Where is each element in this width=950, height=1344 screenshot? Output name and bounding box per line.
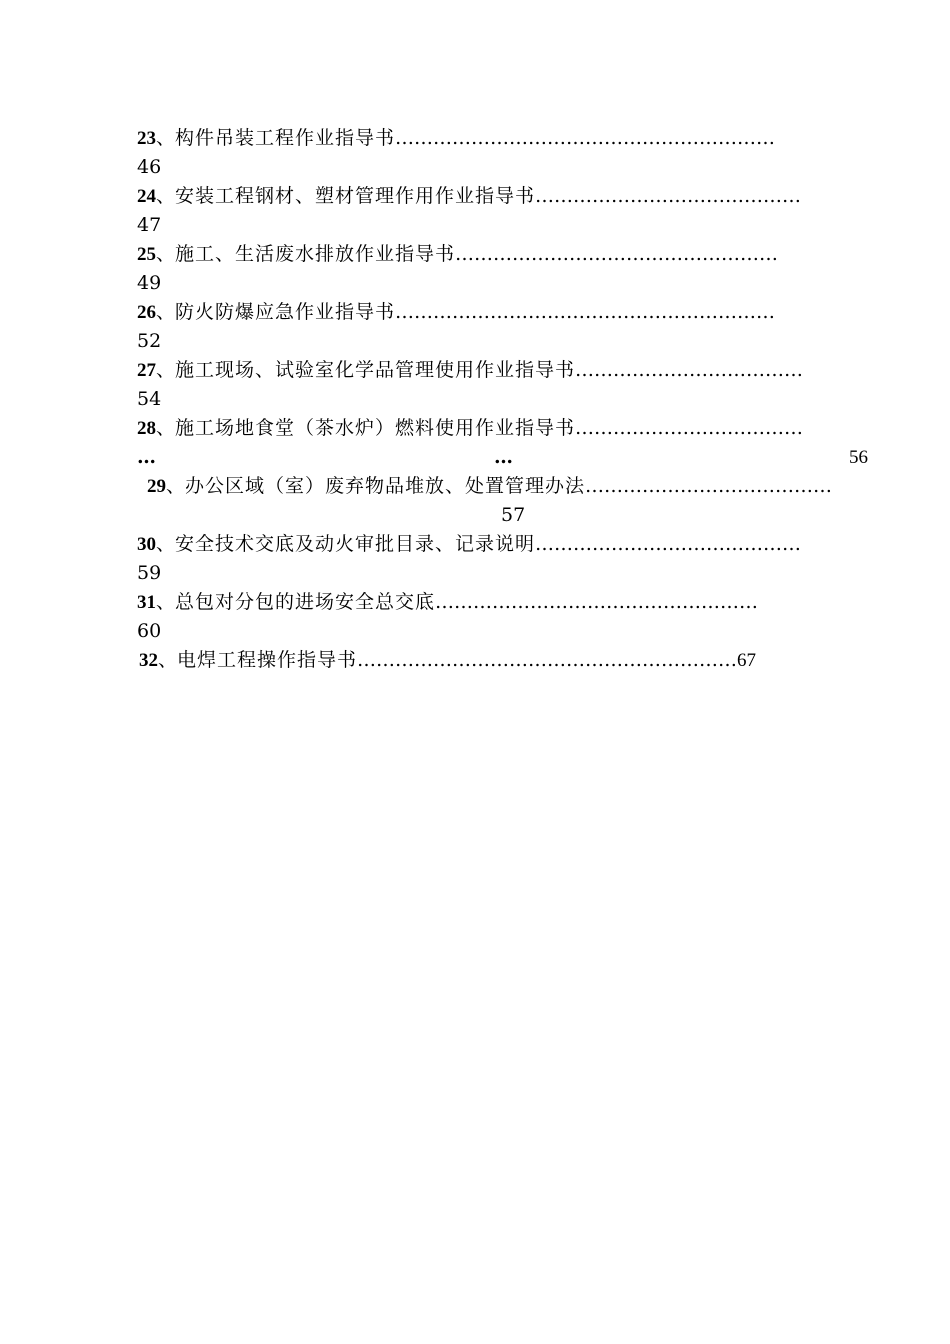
toc-entry-line — [137, 240, 868, 269]
toc-entry-line — [137, 124, 868, 153]
entry-title: 构件吊装工程作业指导书 — [175, 127, 396, 149]
leader-dots: …………………………………………………… — [357, 649, 738, 671]
entry-number: 32 — [139, 650, 158, 671]
entry-number: 25 — [137, 244, 156, 265]
entry-number: 23 — [137, 128, 156, 149]
entry-separator: 、 — [156, 301, 176, 323]
leader-dots: …………………………………………… — [455, 243, 779, 265]
entry-page: 46 — [137, 156, 162, 178]
entry-title: 施工现场、试验室化学品管理使用作业指导书 — [175, 359, 576, 381]
entry-separator: 、 — [156, 591, 176, 613]
entry-separator: 、 — [156, 243, 176, 265]
entry-title: 施工、生活废水排放作业指导书 — [175, 243, 456, 265]
entry-number: 31 — [137, 592, 156, 613]
entry-number: 26 — [137, 302, 156, 323]
toc-entry-26[interactable] — [137, 298, 868, 356]
entry-separator: 、 — [156, 185, 176, 207]
toc-entry-line — [137, 182, 868, 211]
entry-separator: 、 — [166, 475, 186, 497]
entry-page: 54 — [137, 388, 162, 410]
entry-page: 52 — [137, 330, 162, 352]
entry-page: 59 — [137, 562, 162, 584]
table-of-contents — [137, 124, 868, 675]
toc-entry-line-2 — [137, 443, 868, 472]
leader-dots: ………………………………… — [585, 475, 833, 497]
toc-entry-27[interactable] — [137, 356, 868, 414]
entry-page: 57 — [501, 504, 526, 526]
leader-dots: …………………………………………… — [435, 591, 759, 613]
toc-entry-24[interactable] — [137, 182, 868, 240]
entry-number: 29 — [147, 476, 166, 497]
toc-entry-line — [137, 588, 868, 617]
toc-entry-31[interactable] — [137, 588, 868, 646]
entry-number: 27 — [137, 360, 156, 381]
entry-title: 总包对分包的进场安全总交底 — [175, 591, 436, 613]
toc-entry-line — [137, 530, 868, 559]
leader-dots: …………………………………………………… — [395, 301, 776, 323]
entry-separator: 、 — [156, 127, 176, 149]
toc-entry-28[interactable] — [137, 414, 868, 472]
entry-page: 49 — [137, 272, 162, 294]
toc-entry-line — [139, 646, 868, 675]
leader-dots-continued: … — [137, 446, 156, 468]
entry-title: 安全技术交底及动火审批目录、记录说明 — [175, 533, 536, 555]
leader-dots: ……………………………… — [575, 359, 804, 381]
leader-dots: …………………………………… — [535, 533, 802, 555]
entry-title: 电焊工程操作指导书 — [177, 649, 358, 671]
toc-entry-29[interactable] — [137, 472, 868, 530]
entry-separator: 、 — [156, 359, 176, 381]
entry-number: 24 — [137, 186, 156, 207]
entry-title: 安装工程钢材、塑材管理作用作业指导书 — [175, 185, 536, 207]
toc-entry-line — [147, 472, 868, 501]
leader-dots: …………………………………………………… — [395, 127, 776, 149]
toc-entry-32[interactable] — [137, 646, 868, 675]
leader-dots: …………………………………… — [535, 185, 802, 207]
entry-page: 56 — [849, 447, 868, 468]
entry-number: 28 — [137, 418, 156, 439]
toc-entry-25[interactable] — [137, 240, 868, 298]
toc-entry-line — [137, 414, 868, 443]
toc-entry-30[interactable] — [137, 530, 868, 588]
leader-dots-continued: … — [494, 446, 513, 468]
leader-dots: ……………………………… — [575, 417, 804, 439]
entry-separator: 、 — [156, 533, 176, 555]
toc-entry-line — [137, 298, 868, 327]
toc-entry-23[interactable] — [137, 124, 868, 182]
entry-number: 30 — [137, 534, 156, 555]
entry-page: 60 — [137, 620, 162, 642]
entry-page: 47 — [137, 214, 162, 236]
entry-separator: 、 — [156, 417, 176, 439]
entry-title: 办公区域（室）废弃物品堆放、处置管理办法 — [185, 475, 586, 497]
entry-title: 防火防爆应急作业指导书 — [175, 301, 396, 323]
entry-title: 施工场地食堂（茶水炉）燃料使用作业指导书 — [175, 417, 576, 439]
toc-entry-line — [137, 356, 868, 385]
entry-page: 67 — [737, 650, 757, 671]
entry-separator: 、 — [158, 649, 178, 671]
